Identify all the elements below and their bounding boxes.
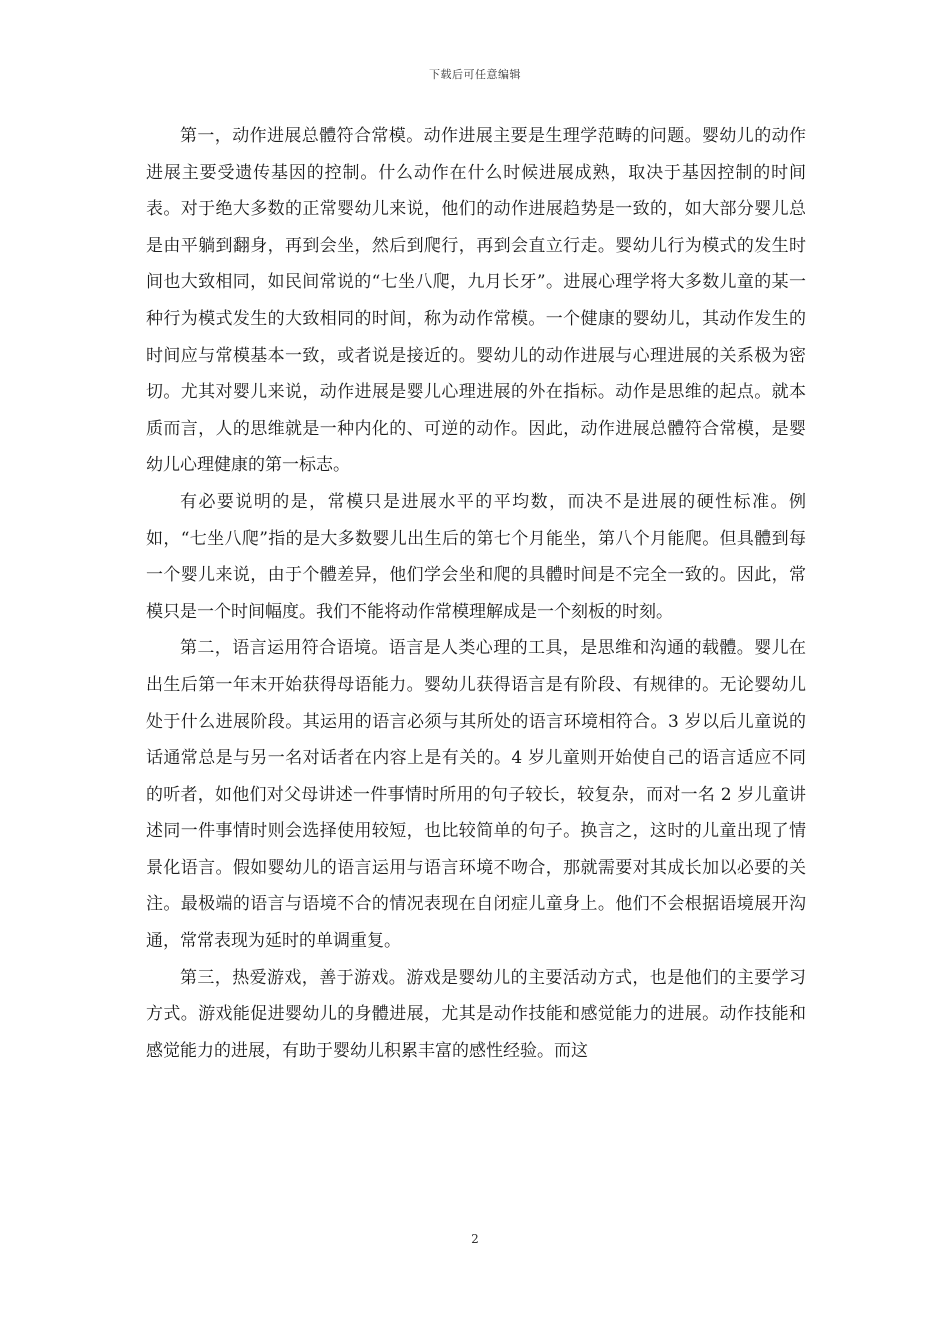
paragraph-norm-explanation: 有必要说明的是，常模只是进展水平的平均数，而决不是进展的硬性标准。例如，“七坐八爬”指的是大多数婴儿出生后的第七个月能坐，第八个月能爬。但具體到每一个婴儿来说，由于个體差异，他们学会坐和爬的具體时间是不完全一致的。因此，常模只是一个时间幅度。我们不能将动作常模理解成是一个刻板的时刻。 (146, 491, 806, 622)
document-body (146, 118, 806, 1069)
paragraph-motor-development: 第一，动作进展总體符合常模。动作进展主要是生理学范畴的问题。婴幼儿的动作进展主要受遗传基因的控制。什么动作在什么时候进展成熟，取决于基因控制的时间表。对于绝大多数的正常婴幼儿来说，他们的动作进展趋势是一致的，如大部分婴儿总是由平躺到翻身，再到会坐，然后到爬行，再到会直立行走。婴幼儿行为模式的发生时间也大致相同，如民间常说的“七坐八爬，九月长牙”。进展心理学将大多数儿童的某一种行为模式发生的大致相同的时间，称为动作常模。一个健康的婴幼儿，其动作发生的时间应与常模基本一致，或者说是接近的。婴幼儿的动作进展与心理进展的关系极为密切。尤其对婴儿来说，动作进展是婴儿心理进展的外在指标。动作是思维的起点。就本质而言，人的思维就是一种内化的、可逆的动作。因此，动作进展总體符合常模，是婴幼儿心理健康的第一标志。 (146, 126, 806, 476)
paragraph-play: 第三，热爱游戏，善于游戏。游戏是婴幼儿的主要活动方式，也是他们的主要学习方式。游戏能促进婴幼儿的身體进展，尤其是动作技能和感觉能力的进展。动作技能和感觉能力的进展，有助于婴幼儿积累丰富的感性经验。而这 (146, 967, 806, 1061)
paragraph-language-context: 第二，语言运用符合语境。语言是人类心理的工具，是思维和沟通的载體。婴儿在出生后第一年末开始获得母语能力。婴幼儿获得语言是有阶段、有规律的。无论婴幼儿处于什么进展阶段。其运用的语言必须与其所处的语言环境相符合。3 岁以后儿童说的话通常总是与另一名对话者在内容上是有关的。4 岁儿童则开始使自己的语言适应不同的听者，如他们对父母讲述一件事情时所用的句子较长，较复杂，而对一名 2 岁儿童讲述同一件事情时则会选择使用较短，也比较简单的句子。换言之，这时的儿童出现了情景化语言。假如婴幼儿的语言运用与语言环境不吻合，那就需要对其成长加以必要的关注。最极端的语言与语境不合的情况表现在自闭症儿童身上。他们不会根据语境展开沟通，常常表现为延时的单调重复。 (146, 638, 806, 952)
page-number: 2 (471, 1232, 479, 1246)
page-header: 下载后可任意编辑 (429, 68, 521, 81)
